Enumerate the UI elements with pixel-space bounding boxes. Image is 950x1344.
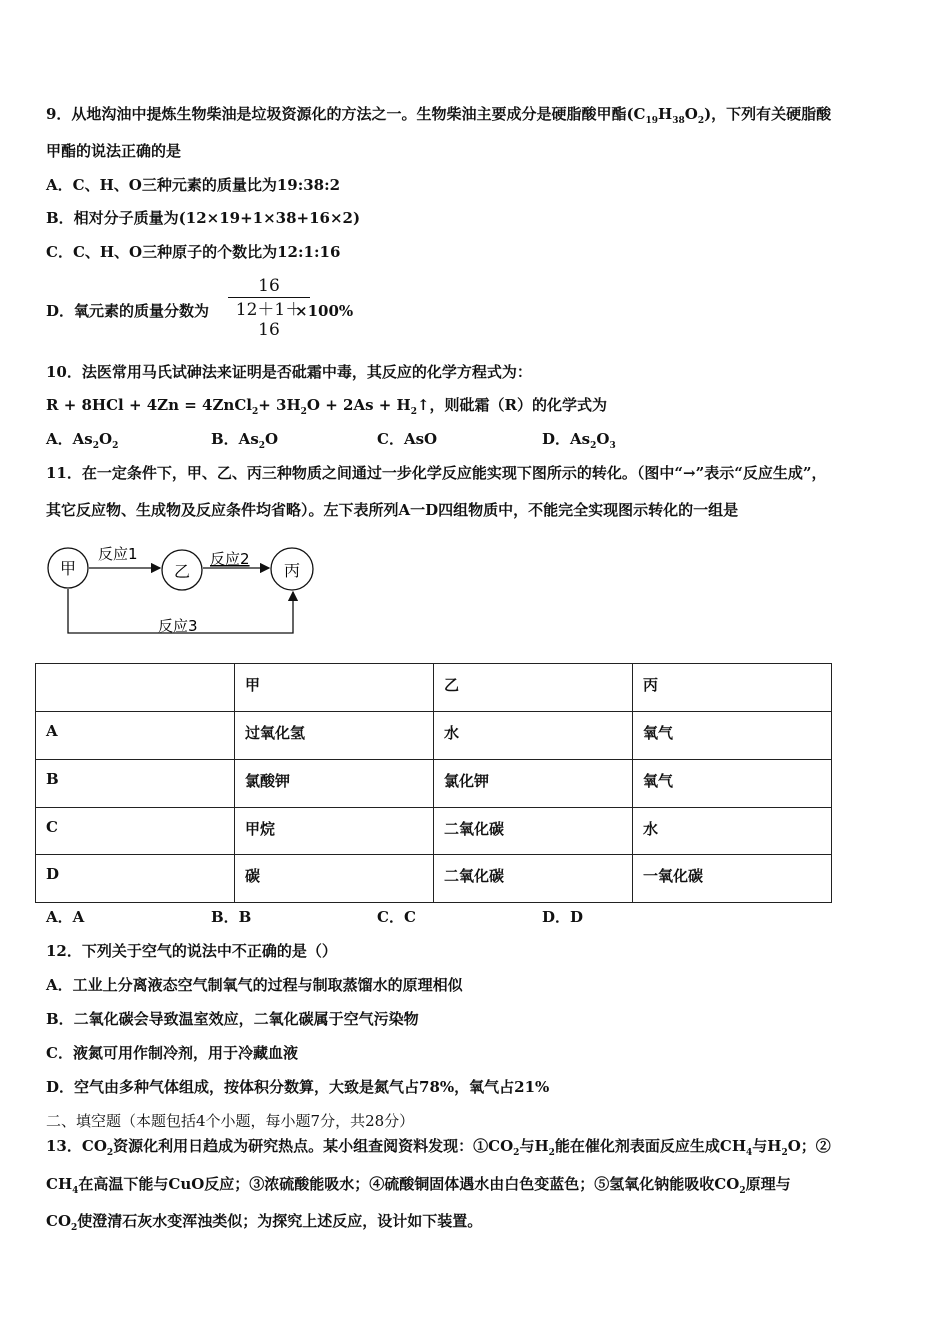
q12-option-b: B．二氧化碳会导致温室效应，二氧化碳属于空气污染物 [46,1010,419,1028]
table-cell: 甲烷 [235,808,434,855]
table-cell: 水 [633,808,832,855]
table-cell: A [36,712,235,760]
q10-option-c: C．AsO [377,430,438,448]
table-cell: B [36,760,235,808]
q12-option-d: D．空气由多种气体组成，按体积分数算，大致是氮气占78%，氧气占21% [46,1078,550,1096]
q9-option-c: C．C、H、O三种原子的个数比为12:1:16 [46,243,341,261]
table-cell: 二氧化碳 [434,855,633,903]
q10-equation: R + 8HCl + 4Zn = 4ZnCl$_2$+ $3H_2O + 2As$ + $H_2↑$，则砒霜（R）的化学式为 [46,396,608,417]
q13-stem-line3: $CO_2$使澄清石灰水变浑浊类似；为探究上述反应，设计如下装置。 [46,1212,483,1233]
table-row [36,712,832,760]
q9-option-d: D．氧元素的质量分数为 ×100% [46,302,354,320]
section-heading-fill-in: 二、填空题（本题包括4个小题，每小题7分，共28分） [46,1112,415,1130]
table-cell: 氧气 [633,760,832,808]
table-cell: 碳 [235,855,434,903]
label-reaction-2: 反应2 [210,550,250,568]
table-header-cell: 丙 [633,664,832,712]
table-cell: 氧气 [633,712,832,760]
table-header-row [36,664,832,712]
label-reaction-3: 反应3 [158,617,198,635]
fraction-numerator: 16 [258,276,280,296]
q12-option-c: C．液氮可用作制冷剂，用于冷藏血液 [46,1044,298,1062]
q13-stem-line1: 13．$CO_2$资源化利用日趋成为研究热点。某小组查阅资料发现：$①CO_2$与$H_2$能在催化剂表面反应生成$CH_4$与$H_2O$；② [46,1137,831,1158]
table-header-cell [36,664,235,712]
table-cell: 过氧化氢 [235,712,434,760]
q10-option-d: D．$As_2O_3$ [542,430,616,451]
reaction-diagram [40,535,330,639]
table-cell: D [36,855,235,903]
node-jia-label: 甲 [59,559,77,578]
table-cell: 氯酸钾 [235,760,434,808]
q11-option-a: A．A [46,908,85,926]
q9-stem-line2: 甲酯的说法正确的是 [46,142,182,160]
table-cell: C [36,808,235,855]
q12-option-a: A．工业上分离液态空气制氧气的过程与制取蒸馏水的原理相似 [46,976,463,994]
fraction-bar [228,297,310,298]
table-row [36,808,832,855]
q10-stem-line1: 10．法医常用马氏试砷法来证明是否砒霜中毒，其反应的化学方程式为： [46,363,532,381]
node-yi-label: 乙 [173,562,191,581]
q11-stem-line2: 其它反应物、生成物及反应条件均省略）。左下表所列A一D四组物质中，不能完全实现图示转化的一组是 [46,501,739,519]
q9-option-b: B．相对分子质量为(12×19+1×38+16×2) [46,209,361,227]
table-header-cell: 乙 [434,664,633,712]
table-cell: 氯化钾 [434,760,633,808]
q9-stem-line1: 9．从地沟油中提炼生物柴油是垃圾资源化的方法之一。生物柴油主要成分是硬脂酸甲酯$(C_{19}H_{38}O_2)$，下列有关硬脂酸 [46,105,832,126]
node-bing-label: 丙 [283,561,301,580]
q11-option-c: C．C [377,908,416,926]
table-cell: 一氧化碳 [633,855,832,903]
q9-option-a: A．C、H、O三种元素的质量比为19:38:2 [46,176,341,194]
label-reaction-1: 反应1 [98,545,138,563]
q11-stem-line1: 11．在一定条件下，甲、乙、丙三种物质之间通过一步化学反应能实现下图所示的转化。（图中“→”表示“反应生成”， [46,464,827,482]
q12-stem: 12．下列关于空气的说法中不正确的是（） [46,942,337,960]
q10-option-a: A．$As_2O_2$ [46,430,119,451]
table-row [36,760,832,808]
fraction-denominator: 12＋1＋16 [235,300,303,340]
q13-stem-line2: $CH_4$在高温下能与CuO反应；③浓硫酸能吸水；④硫酸铜固体遇水由白色变蓝色；⑤氢氧化钠能吸收$CO_2$原理与 [46,1175,791,1196]
q11-options-table [35,663,832,903]
table-cell: 水 [434,712,633,760]
table-header-cell: 甲 [235,664,434,712]
q9-oxygen-fraction [228,276,310,340]
table-cell: 二氧化碳 [434,808,633,855]
q11-option-d: D．D [542,908,584,926]
table-row [36,855,832,903]
q10-option-b: B．$As_2O$ [211,430,279,451]
q11-option-b: B．B [211,908,252,926]
